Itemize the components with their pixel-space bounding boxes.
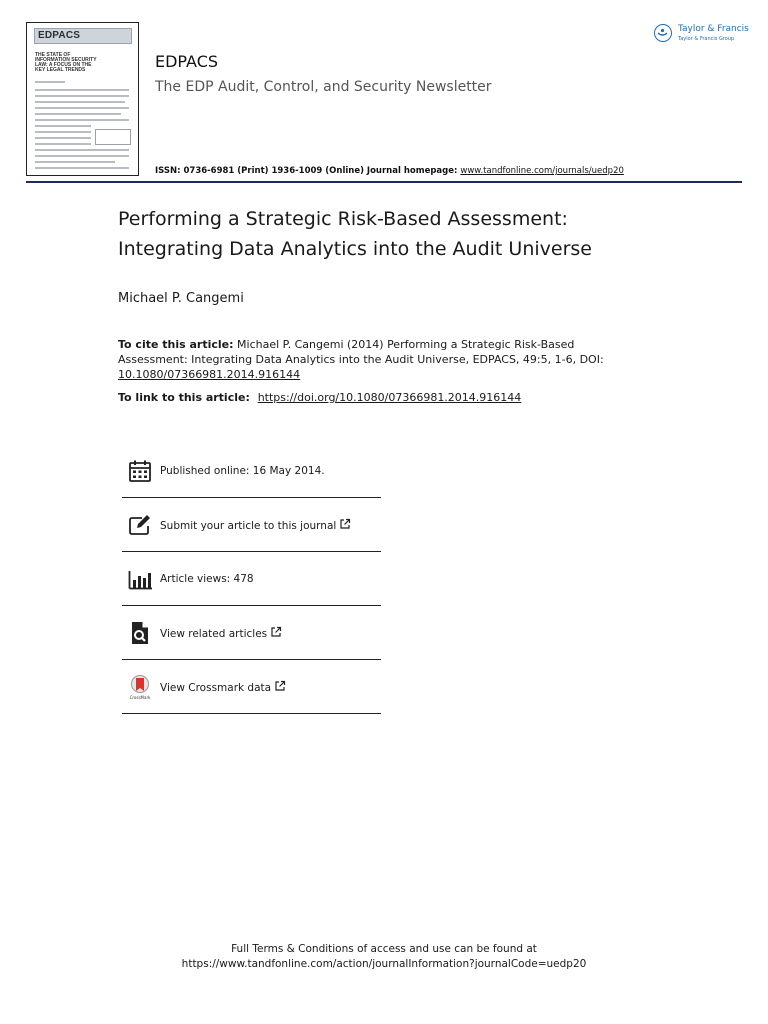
article-link-line bbox=[118, 391, 521, 404]
article-views-text: Article views: 478 bbox=[160, 572, 254, 585]
cite-label: To cite this article: bbox=[118, 338, 234, 351]
journal-homepage-link[interactable]: www.tandfonline.com/journals/uedp20 bbox=[460, 166, 624, 176]
external-link-icon bbox=[270, 626, 282, 638]
external-link-icon bbox=[339, 518, 351, 530]
article-doi-url[interactable]: https://doi.org/10.1080/07366981.2014.916144 bbox=[257, 391, 522, 404]
cover-logo: EDPACS bbox=[38, 30, 81, 41]
article-author: Michael P. Cangemi bbox=[118, 291, 244, 306]
cover-masthead bbox=[34, 28, 132, 44]
crossmark-link[interactable]: View Crossmark data bbox=[160, 680, 286, 694]
journal-cover-thumbnail bbox=[26, 22, 139, 176]
citation-block bbox=[118, 337, 638, 382]
svg-text:CrossMark: CrossMark bbox=[129, 694, 151, 700]
issn-label: ISSN: 0736-6981 (Print) 1936-1009 (Online) Journal homepage: bbox=[155, 166, 461, 176]
cite-text: Michael P. Cangemi (2014) Performing a Strategic Risk-Based Assessment: Integrating Data Analytics into the Audit Universe, EDPACS, 49:5, 1-6, DOI: bbox=[118, 338, 604, 366]
related-articles-link[interactable]: View related articles bbox=[160, 626, 282, 640]
footer-terms-url[interactable]: https://www.tandfonline.com/action/journalInformation?journalCode=uedp20 bbox=[181, 958, 587, 970]
bar-chart-icon bbox=[127, 566, 153, 592]
footer bbox=[0, 942, 768, 972]
submit-article-link[interactable]: Submit your article to this journal bbox=[160, 518, 351, 532]
submit-article-item[interactable] bbox=[122, 498, 381, 552]
article-info-list bbox=[122, 444, 381, 714]
crossmark-icon bbox=[127, 674, 153, 700]
article-title: Performing a Strategic Risk-Based Assessment: Integrating Data Analytics into the Audit Universe bbox=[118, 208, 592, 260]
publisher-name: Taylor & Francis bbox=[678, 24, 749, 34]
cover-sidebar-box bbox=[95, 129, 131, 145]
edit-icon bbox=[127, 512, 153, 538]
footer-terms-text: Full Terms & Conditions of access and use can be found at bbox=[231, 943, 537, 955]
search-document-icon bbox=[127, 620, 153, 646]
link-label: To link to this article: bbox=[118, 391, 254, 404]
crossmark-item[interactable] bbox=[122, 660, 381, 714]
published-online-item bbox=[122, 444, 381, 498]
external-link-icon bbox=[274, 680, 286, 692]
issn-line bbox=[155, 166, 624, 176]
publisher-group: Taylor & Francis Group bbox=[678, 36, 735, 42]
publisher-logo[interactable] bbox=[654, 22, 750, 48]
cover-headline: THE STATE OF INFORMATION SECURITY LAW: A FOCUS ON THE KEY LEGAL TRENDS bbox=[35, 52, 97, 73]
doi-link[interactable]: 10.1080/07366981.2014.916144 bbox=[118, 368, 301, 381]
taylor-francis-icon bbox=[654, 24, 672, 42]
journal-name: EDPACS bbox=[155, 52, 219, 71]
related-articles-item[interactable] bbox=[122, 606, 381, 660]
published-online-text: Published online: 16 May 2014. bbox=[160, 464, 325, 477]
calendar-icon bbox=[127, 458, 153, 484]
article-views-item bbox=[122, 552, 381, 606]
journal-subtitle: The EDP Audit, Control, and Security Newsletter bbox=[155, 79, 492, 95]
header-divider bbox=[26, 181, 742, 183]
